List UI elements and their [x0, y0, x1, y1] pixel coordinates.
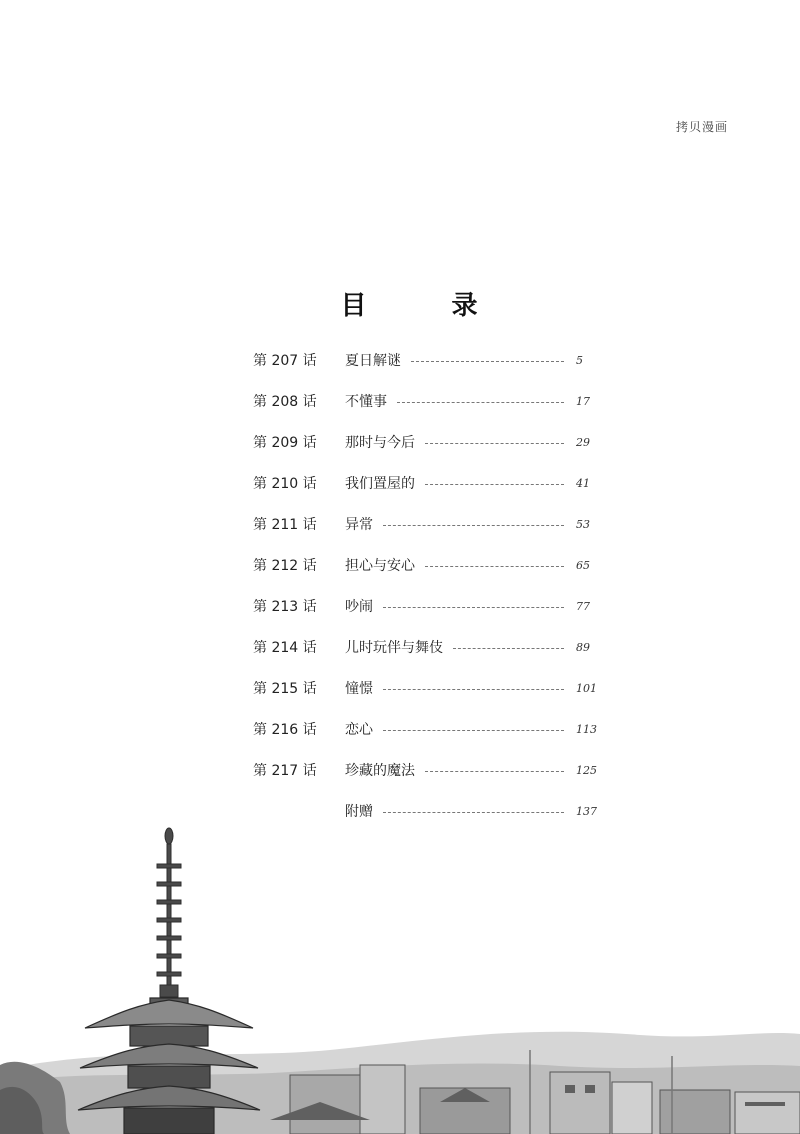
toc-page-number: 113 [576, 723, 597, 736]
toc-page-number: 17 [576, 395, 590, 408]
toc-chapter-number: 第 214 话 [253, 640, 317, 656]
toc-entry[interactable] [253, 555, 598, 596]
toc-entry[interactable] [253, 391, 598, 432]
toc-dot-leader [425, 771, 564, 772]
toc-chapter-title: 附赠 [345, 804, 373, 820]
toc-chapter-title: 不懂事 [345, 394, 387, 410]
toc-entry[interactable] [253, 350, 598, 391]
toc-chapter-title: 憧憬 [345, 681, 373, 697]
toc-chapter-number: 第 213 话 [253, 599, 317, 615]
toc-page-number: 53 [576, 518, 590, 531]
toc-chapter-title: 担心与安心 [345, 558, 415, 574]
toc-dot-leader [397, 402, 564, 403]
toc-page-number: 41 [576, 477, 590, 490]
pagoda-cityscape-illustration [0, 820, 800, 1134]
publisher-watermark: 拷贝漫画 [675, 120, 728, 134]
toc-dot-leader [383, 730, 564, 731]
toc-entry[interactable] [253, 514, 598, 555]
toc-page-number: 89 [576, 641, 590, 654]
toc-page-number: 101 [576, 682, 597, 695]
toc-entry[interactable] [253, 432, 598, 473]
toc-chapter-number: 第 207 话 [253, 353, 317, 369]
toc-chapter-title: 那时与今后 [345, 435, 415, 451]
toc-chapter-number: 第 209 话 [253, 435, 317, 451]
toc-entry[interactable] [253, 719, 598, 760]
toc-entry[interactable] [253, 473, 598, 514]
toc-dot-leader [383, 607, 564, 608]
toc-chapter-number: 第 212 话 [253, 558, 317, 574]
toc-entry[interactable] [253, 760, 598, 801]
toc-chapter-number: 第 208 话 [253, 394, 317, 410]
toc-dot-leader [453, 648, 564, 649]
toc-dot-leader [383, 689, 564, 690]
toc-dot-leader [425, 484, 564, 485]
toc-page-number: 137 [576, 805, 597, 818]
toc-chapter-title: 儿时玩伴与舞伎 [345, 640, 443, 656]
toc-chapter-number: 第 217 话 [253, 763, 317, 779]
toc-page-number: 5 [576, 354, 583, 367]
toc-entry[interactable] [253, 596, 598, 637]
toc-chapter-title: 异常 [345, 517, 373, 533]
toc-entry[interactable] [253, 637, 598, 678]
toc-chapter-title: 夏日解谜 [345, 353, 401, 369]
toc-dot-leader [425, 566, 564, 567]
toc-chapter-number: 第 211 话 [253, 517, 317, 533]
toc-page-number: 77 [576, 600, 590, 613]
toc-entry[interactable] [253, 678, 598, 719]
toc-dot-leader [411, 361, 564, 362]
toc-chapter-title: 我们置屋的 [345, 476, 415, 492]
toc-dot-leader [383, 525, 564, 526]
toc-chapter-title: 吵闹 [345, 599, 373, 615]
toc-page-number: 29 [576, 436, 590, 449]
toc-page-number: 125 [576, 764, 597, 777]
toc-dot-leader [383, 812, 564, 813]
toc-page-number: 65 [576, 559, 590, 572]
toc-chapter-title: 恋心 [345, 722, 373, 738]
toc-chapter-title: 珍藏的魔法 [345, 763, 415, 779]
toc-chapter-number: 第 210 话 [253, 476, 317, 492]
toc-dot-leader [425, 443, 564, 444]
toc-chapter-number: 第 215 话 [253, 681, 317, 697]
toc-chapter-number: 第 216 话 [253, 722, 317, 738]
toc-list [253, 350, 598, 842]
toc-title: 目 录 [340, 291, 516, 322]
